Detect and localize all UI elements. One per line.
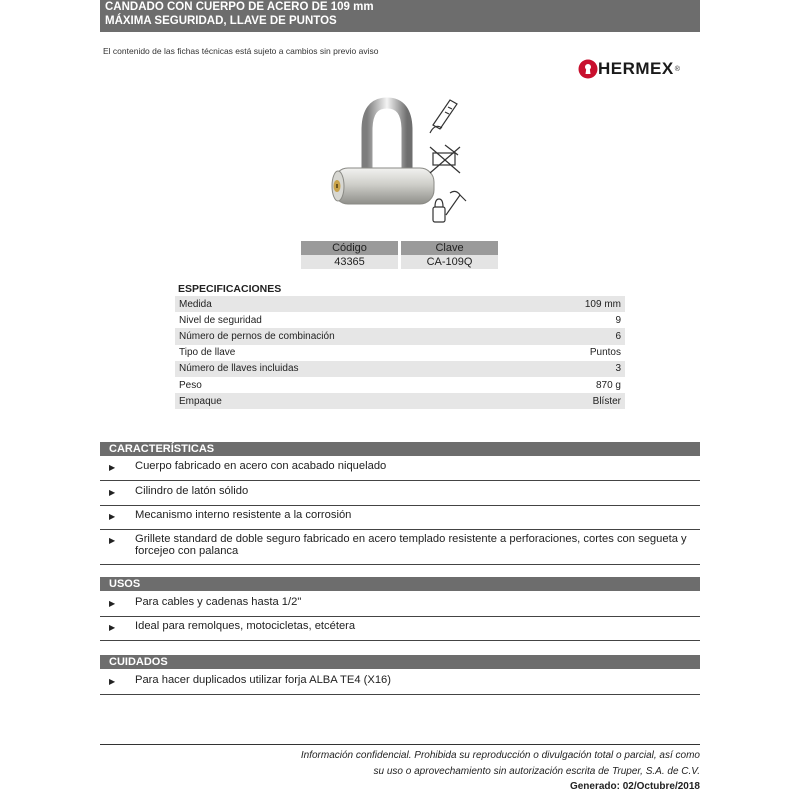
list-item: ▶ Para cables y cadenas hasta 1/2" <box>100 596 700 617</box>
drill-pictogram-icon <box>430 100 457 133</box>
spec-label: Medida <box>175 296 529 312</box>
padlock-product-image <box>320 95 500 235</box>
list-item: ▶ Mecanismo interno resistente a la corrosión <box>100 509 700 530</box>
footer-confidential-line-2: su uso o aprovechamiento sin autorización escrita de Truper, S.A. de C.V. <box>373 766 700 777</box>
code-header: Código <box>301 241 400 255</box>
spec-label: Peso <box>179 379 202 391</box>
spec-row <box>175 312 625 328</box>
bullet-arrow-icon: ▶ <box>109 623 116 632</box>
spec-value: 6 <box>529 328 625 344</box>
spec-row <box>175 296 625 312</box>
bullet-arrow-icon: ▶ <box>109 463 116 472</box>
bullet-arrow-icon: ▶ <box>109 599 116 608</box>
bullet-arrow-icon: ▶ <box>109 488 116 497</box>
footer-divider <box>100 744 700 745</box>
pry-bar-pictogram-icon <box>433 191 466 222</box>
title-line-1: CANDADO CON CUERPO DE ACERO DE 109 mm <box>105 1 374 13</box>
key-header: Clave <box>400 241 499 255</box>
code-table <box>301 241 498 269</box>
logo-registered: ® <box>674 65 680 73</box>
spec-label: Número de llaves incluidas <box>175 361 529 377</box>
title-line-2: MÁXIMA SEGURIDAD, LLAVE DE PUNTOS <box>105 15 337 27</box>
spec-label: Número de pernos de combinación <box>175 328 529 344</box>
list-item: ▶ Grillete standard de doble seguro fabricado en acero templado resistente a perforaciones, cortes con segueta y forcejeo con palanca <box>100 533 700 565</box>
list-item: ▶ Cilindro de latón sólido <box>100 485 700 506</box>
disclaimer: El contenido de las fichas técnicas está sujeto a cambios sin previo aviso <box>103 46 379 56</box>
bullet-arrow-icon: ▶ <box>109 536 116 545</box>
logo-text: HERMEX <box>598 59 674 78</box>
spec-value: Blíster <box>529 393 625 409</box>
spec-row <box>175 328 625 344</box>
keyhole-logo-icon <box>578 59 598 79</box>
title-bar <box>100 0 700 32</box>
spec-value: 109 mm <box>529 296 625 312</box>
spec-label: Nivel de seguridad <box>179 314 262 326</box>
spec-row <box>175 361 625 377</box>
spec-value: 9 <box>615 314 621 326</box>
specs-table <box>175 296 625 409</box>
saw-pictogram-icon <box>430 145 460 173</box>
list-item: ▶ Para hacer duplicados utilizar forja ALBA TE4 (X16) <box>100 674 700 695</box>
list-item: ▶ Cuerpo fabricado en acero con acabado niquelado <box>100 460 700 481</box>
hermex-logo <box>578 59 680 79</box>
spec-label: Empaque <box>175 393 529 409</box>
features-section-title: CARACTERÍSTICAS <box>100 442 700 456</box>
uses-section-title: USOS <box>100 577 700 591</box>
spec-value: Puntos <box>589 347 621 359</box>
care-section-title: CUIDADOS <box>100 655 700 669</box>
specs-title: ESPECIFICACIONES <box>178 283 282 295</box>
bullet-arrow-icon: ▶ <box>109 677 116 686</box>
spec-row <box>175 345 625 361</box>
list-item: ▶ Ideal para remolques, motocicletas, etcétera <box>100 620 700 641</box>
footer-confidential-line-1: Información confidencial. Prohibida su reproducción o divulgación total o parcial, así como <box>300 750 700 761</box>
spec-value: 870 g <box>595 379 621 391</box>
spec-label: Tipo de llave <box>179 347 236 359</box>
generated-date: Generado: 02/Octubre/2018 <box>569 781 700 792</box>
spec-row <box>175 393 625 409</box>
bullet-arrow-icon: ▶ <box>109 512 116 521</box>
key-value: CA-109Q <box>400 255 499 269</box>
code-value: 43365 <box>301 255 400 269</box>
spec-row <box>175 377 625 393</box>
spec-value: 3 <box>529 361 625 377</box>
